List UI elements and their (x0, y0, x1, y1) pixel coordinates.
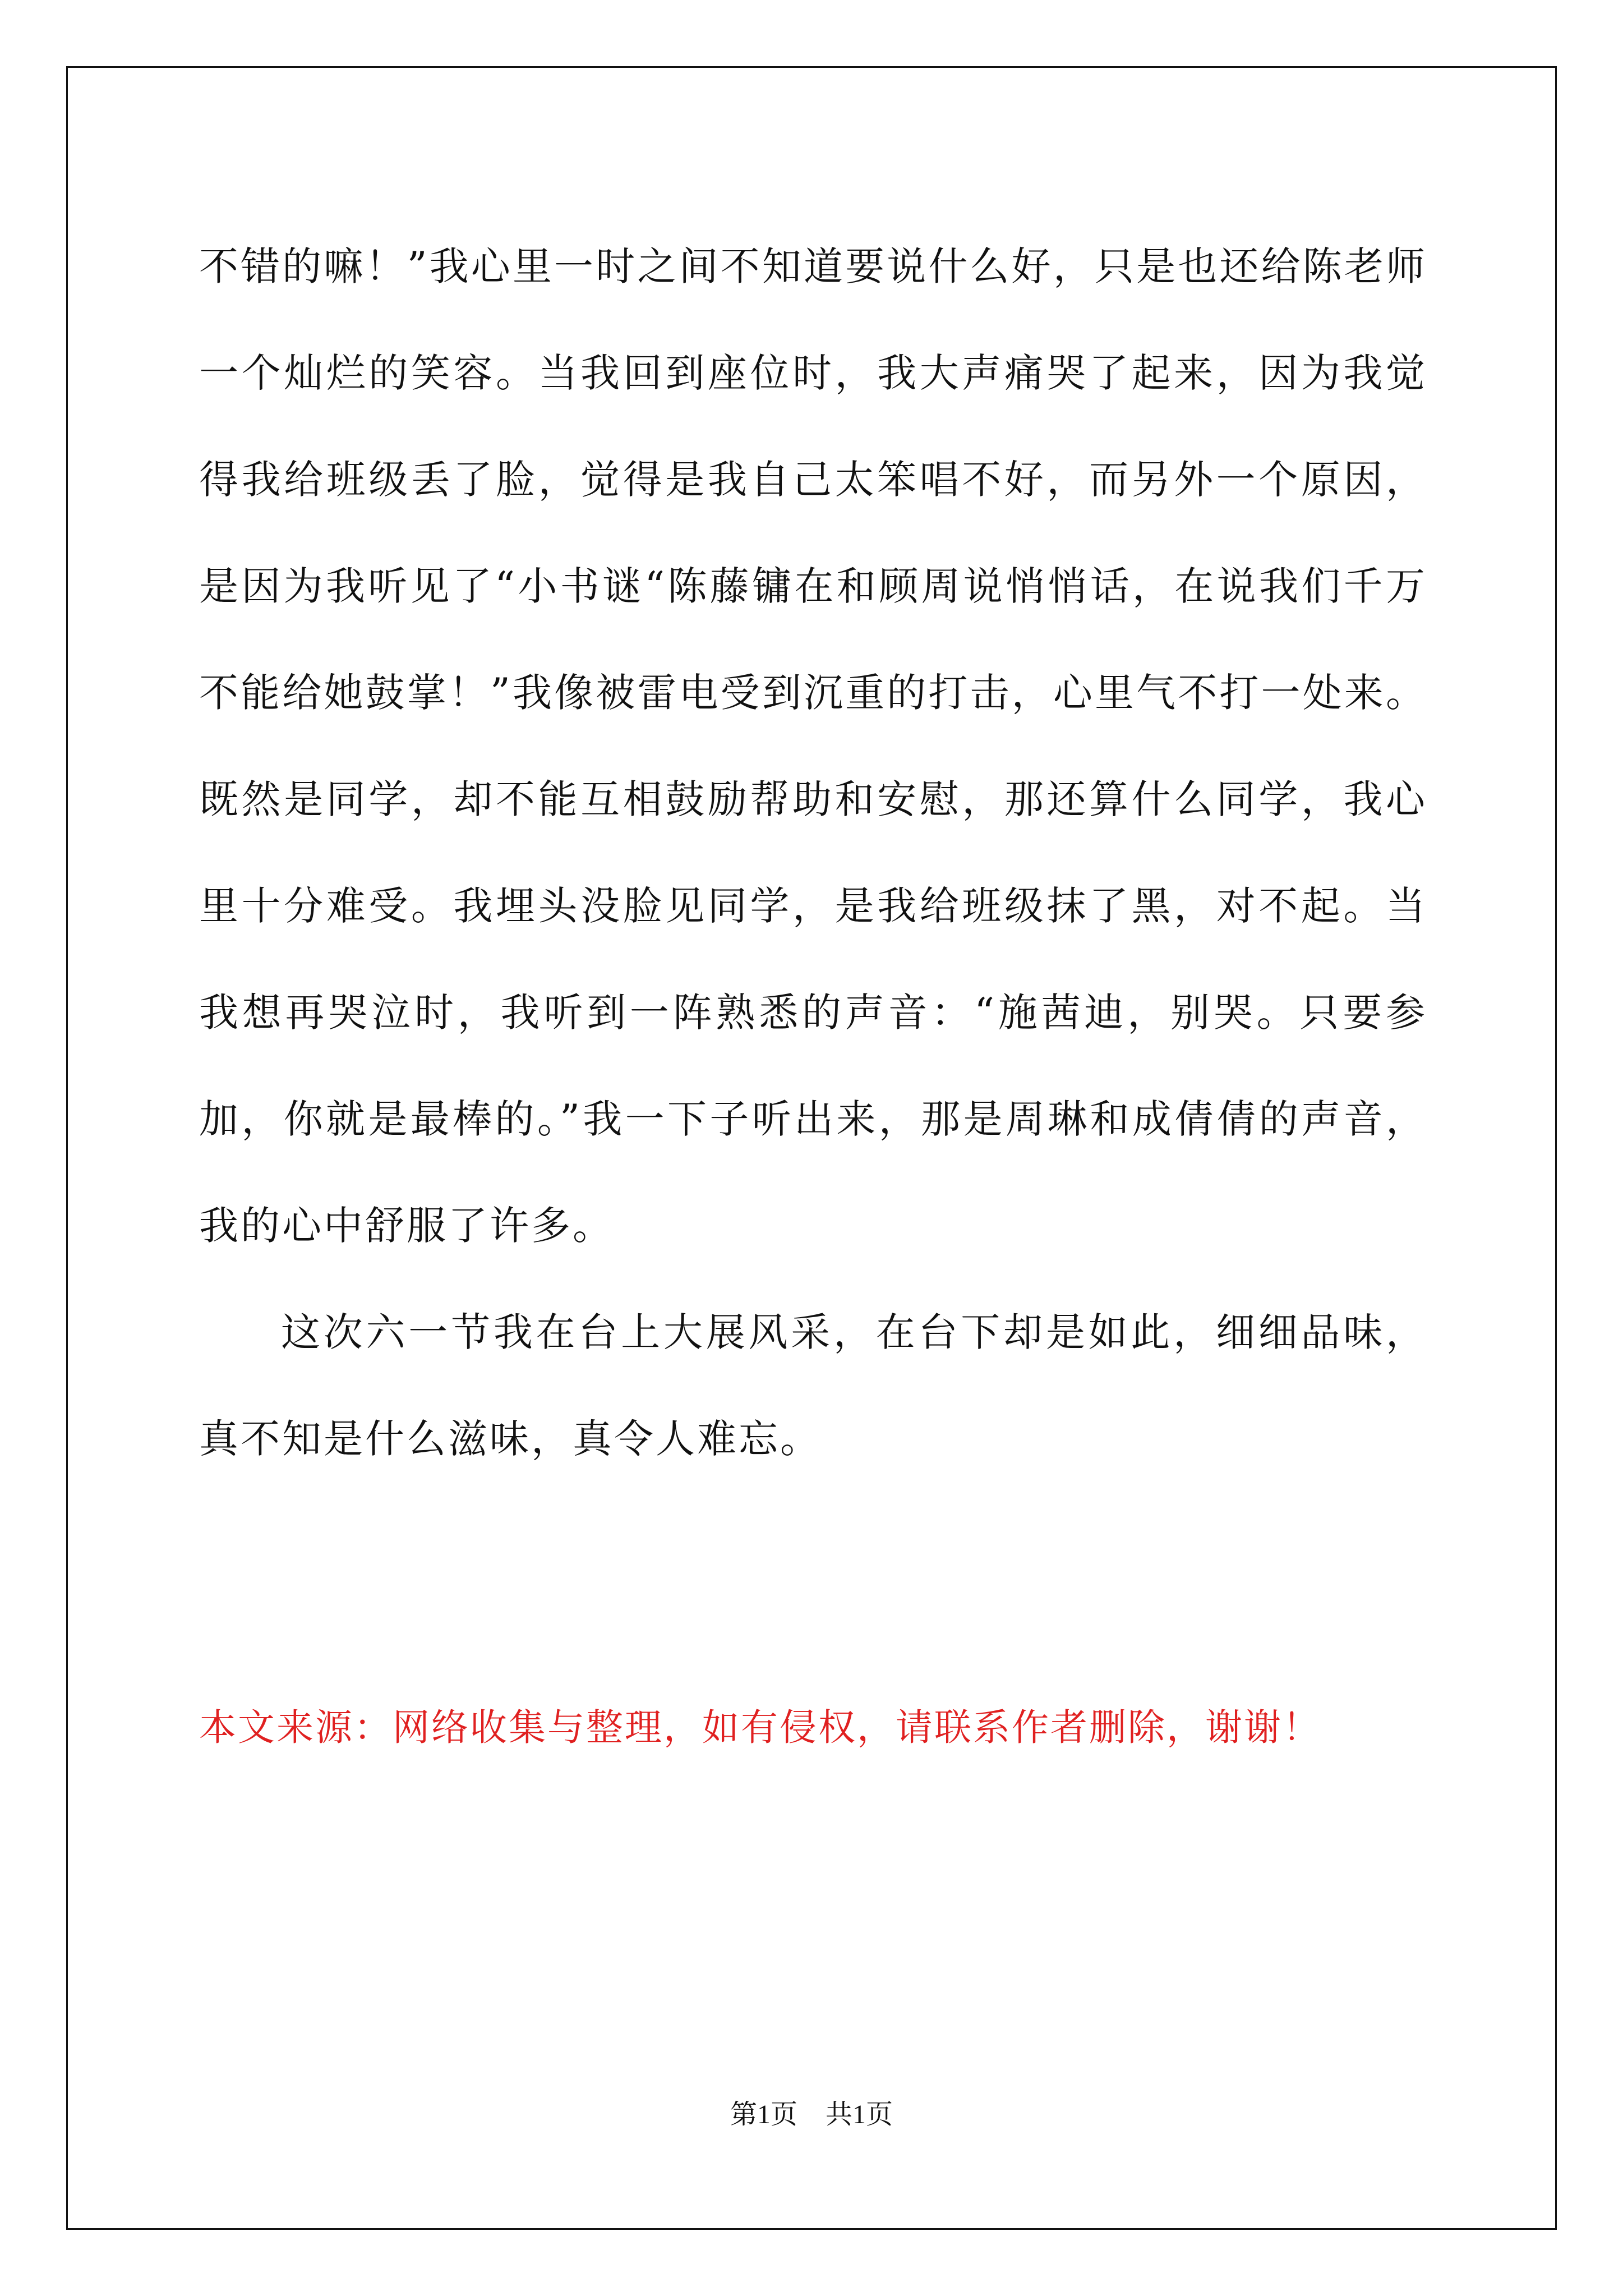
page-footer (0, 2098, 1623, 2132)
page-number: 第1页 (730, 2100, 797, 2129)
paragraph: 不错的嘛！”我心里一时之间不知道要说什么好，只是也还给陈老师一个灿烂的笑容。当我回到座位时，我大声痛哭了起来，因为我觉得我给班级丢了脸，觉得是我自己太笨唱不好，而另外一个原因，是因为我听见了“小书谜“陈藤镛在和顾周说悄悄话，在说我们千万不能给她鼓掌！”我像被雷电受到沉重的打击，心里气不打一处来。既然是同学，却不能互相鼓励帮助和安慰，那还算什么同学，我心里十分难受。我埋头没脸见同学，是我给班级抹了黑，对不起。当我想再哭泣时，我听到一阵熟悉的声音：“施茜迪，别哭。只要参加，你就是最棒的。”我一下子听出来，那是周琳和成倩倩的声音，我的心中舒服了许多。 (199, 243, 1427, 1249)
paragraph: 这次六一节我在台上大展风采，在台下却是如此，细细品味，真不知是什么滋味，真令人难忘。 (199, 1309, 1427, 1462)
document-body (199, 213, 1427, 1492)
source-note: 本文来源：网络收集与整理，如有侵权，请联系作者删除，谢谢！ (199, 1706, 1321, 1749)
page-total: 共1页 (826, 2100, 893, 2129)
